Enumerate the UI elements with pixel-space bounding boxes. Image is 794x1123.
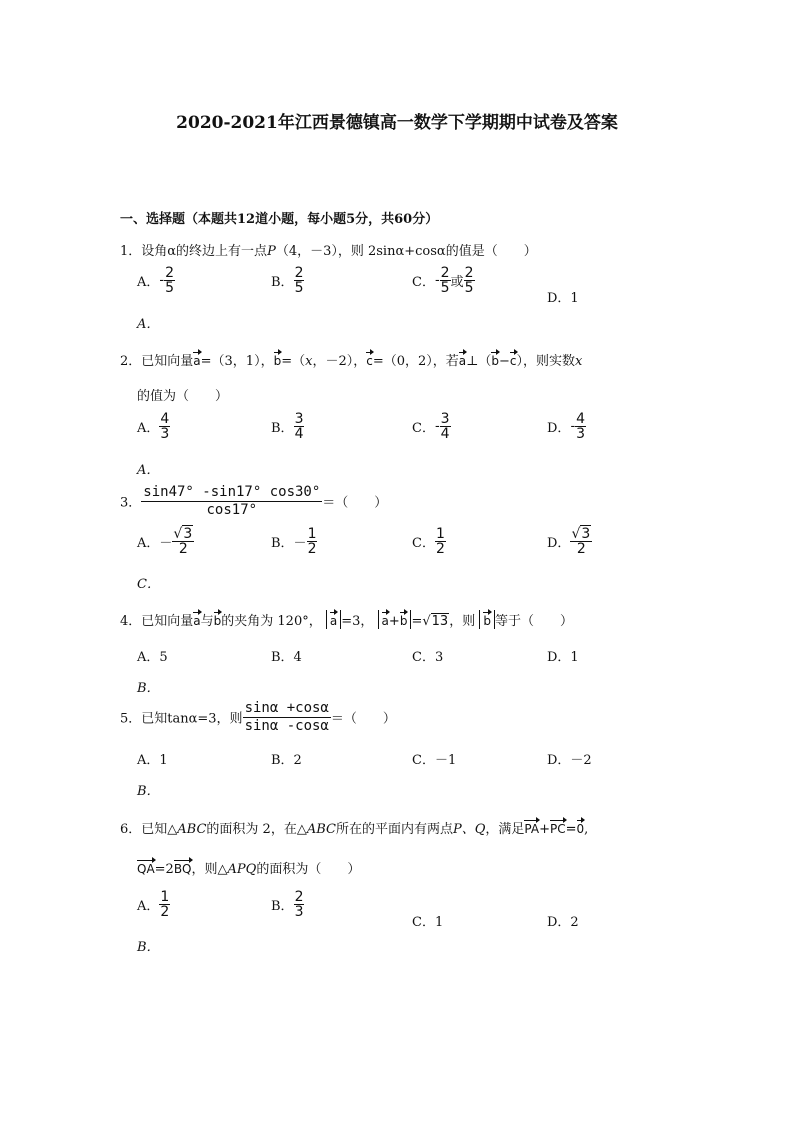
q6-answer: B． [137, 940, 160, 955]
question-6-line2: QA=2BQ，则△APQ的面积为（ ） [137, 858, 360, 877]
q4-answer: B． [137, 681, 160, 696]
question-6: 6．已知△ABC的面积为 2，在△ABC所在的平面内有两点P、Q，满足PA+PC=0, [120, 818, 588, 837]
question-3: 3． $\frac{\sin 47^\circ -\sin 17^\circ \cos 30^\circ}{\cos 17^\circ}$ ＝（ ） [120, 484, 388, 519]
question-2: 2．已知向量a=（3，1），b=（x，－2），c=（0，2），若a⊥（b−c），则实数x [120, 350, 582, 369]
q5-option-d: D．－2 [547, 753, 592, 768]
q2-answer: A． [137, 463, 160, 478]
question-2-line2: 的值为（ ） [137, 389, 229, 404]
q1-option-b: B． $\frac{2}{5}$ [271, 265, 304, 296]
q5-option-c: C．－1 [412, 753, 457, 768]
q6-option-a: A． $\frac{1}{2}$ [137, 889, 170, 920]
question-4: 4．已知向量a与b的夹角为 120°， a =3， a+b =√13，则 b 等于（ ） [120, 610, 573, 629]
q6-option-c: C．1 [412, 915, 444, 930]
q5-option-b: B．2 [271, 753, 302, 768]
q4-option-c: C．3 [412, 650, 444, 665]
q1-option-a: A．- $\frac{2}{5}$ [137, 265, 175, 296]
q4-option-a: A．5 [137, 650, 168, 665]
q4-option-b: B．4 [271, 650, 302, 665]
q1-option-d: D．1 [547, 291, 579, 306]
q3-option-a: A．－ $\frac{√3}{2}$ [137, 526, 193, 557]
q1-option-c: C．- $\frac{2}{5}$ 或 $\frac{2}{5}$ [412, 265, 474, 296]
q1-answer: A． [137, 317, 160, 332]
q6-option-d: D．2 [547, 915, 579, 930]
q3-option-b: B．－ $\frac{1}{2}$ [271, 526, 317, 557]
question-1: 1．设角α的终边上有一点P（4，－3），则 2sinα+cosα的值是（ ） [120, 244, 537, 259]
q5-answer: B． [137, 784, 160, 799]
q3-option-d: D． $\frac{√3}{2}$ [547, 526, 591, 557]
q6-option-b: B． $\frac{2}{3}$ [271, 889, 304, 920]
q4-option-d: D．1 [547, 650, 579, 665]
q2-option-d: D．- $\frac{4}{3}$ [547, 411, 586, 442]
q3-option-c: C． $\frac{1}{2}$ [412, 526, 445, 557]
q2-option-b: B． $\frac{3}{4}$ [271, 411, 304, 442]
question-5: 5．已知tanα=3，则 $\frac{\sin\alpha +\cos\alpha}{\sin\alpha -\cos\alpha}$ ＝（ ） [120, 700, 396, 735]
q5-option-a: A．1 [137, 753, 168, 768]
q2-option-c: C．- $\frac{3}{4}$ [412, 411, 450, 442]
section-heading: 一、选择题（本题共12道小题，每小题5分，共60分） [120, 212, 439, 227]
q3-answer: C． [137, 577, 160, 592]
q2-option-a: A． $\frac{4}{3}$ [137, 411, 170, 442]
page-title: 2020-2021年江西景德镇高一数学下学期期中试卷及答案 [176, 113, 618, 133]
